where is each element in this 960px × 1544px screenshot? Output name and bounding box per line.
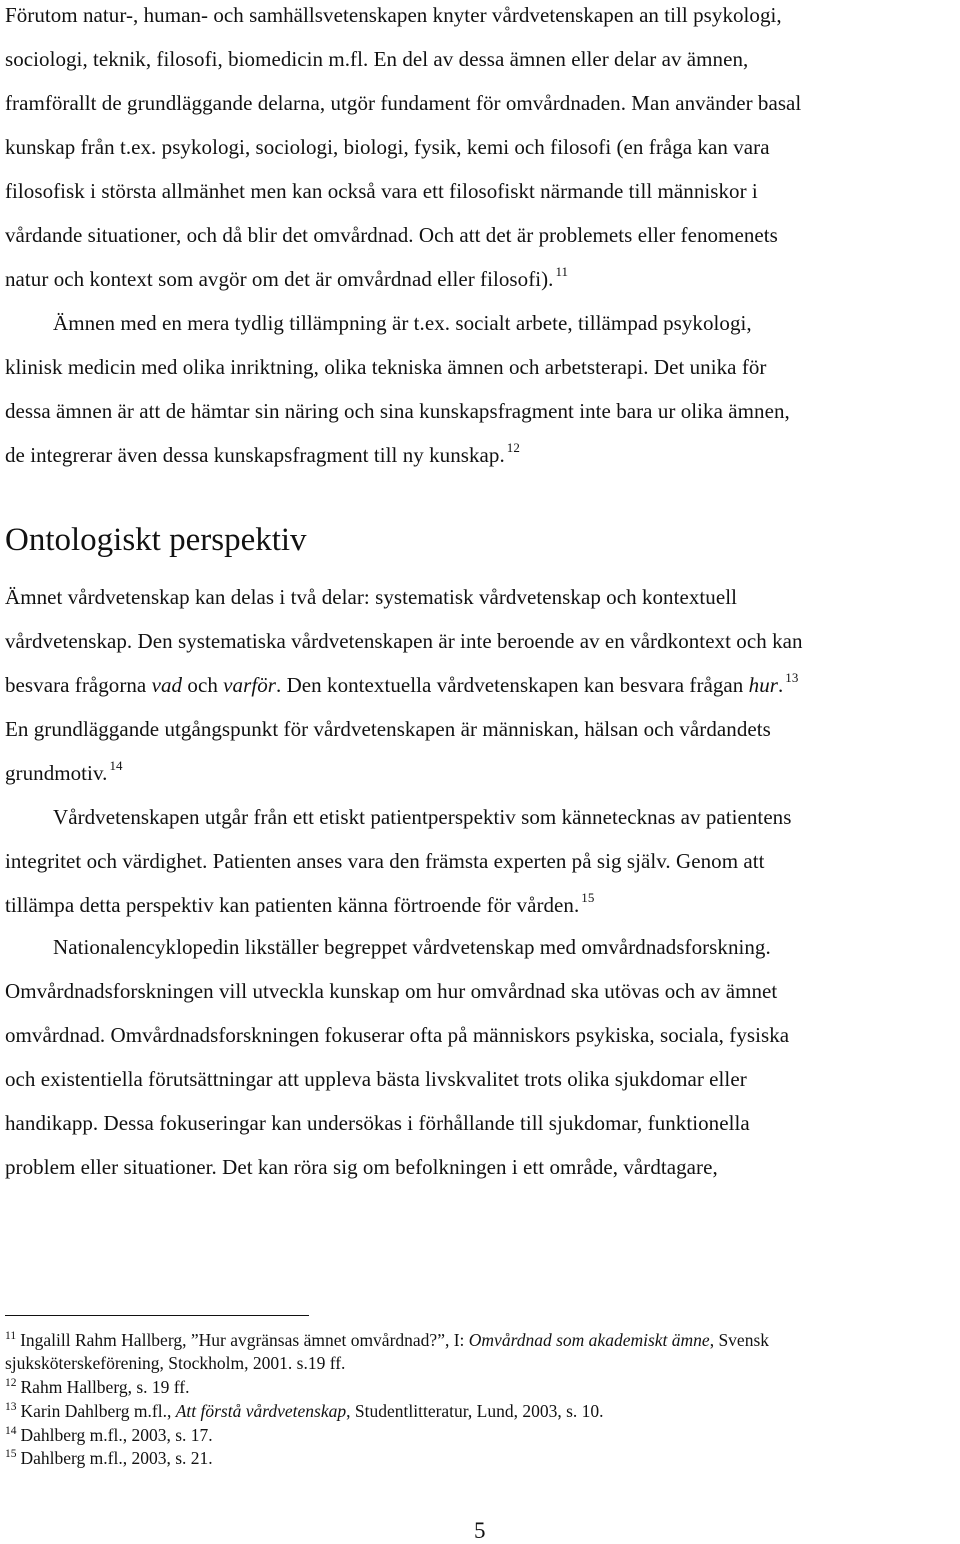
paragraph-1-line-2: sociologi, teknik, filosofi, biomedicin m.fl. En del av dessa ämnen eller delar av ämnen, <box>5 47 749 71</box>
paragraph-3-line-3-text-b: och <box>182 673 224 697</box>
paragraph-3-line-3-text-a: besvara frågorna <box>5 673 152 697</box>
paragraph-4-line-1: Vårdvetenskapen utgår från ett etiskt patientperspektiv som kännetecknas av patientens <box>53 805 792 829</box>
page-number: 5 <box>474 1518 486 1543</box>
paragraph-1-line-4: kunskap från t.ex. psykologi, sociologi, biologi, fysik, kemi och filosofi (en fråga kan vara <box>5 135 770 159</box>
footnote-11-text-a: Ingalill Rahm Hallberg, ”Hur avgränsas ämnet omvårdnad?”, I: <box>20 1330 469 1350</box>
paragraph-2-line-1: Ämnen med en mera tydlig tillämpning är t.ex. socialt arbete, tillämpad psykologi, <box>53 311 752 335</box>
paragraph-2-line-4 <box>5 442 520 471</box>
paragraph-1-line-5: filosofisk i största allmänhet men kan också vara ett filosofiskt närmande till människor i <box>5 179 758 203</box>
paragraph-1-line-6: vårdande situationer, och då blir det omvårdnad. Och att det är problemets eller fenomenets <box>5 223 778 247</box>
paragraph-3-line-3-text-d: . <box>777 673 784 697</box>
footnote-12-text: Rahm Hallberg, s. 19 ff. <box>20 1377 190 1397</box>
footnote-11-text-b: , Svensk <box>709 1330 770 1350</box>
footnote-14-number: 14 <box>5 1425 17 1437</box>
paragraph-3-line-5-text: grundmotiv. <box>5 761 108 785</box>
footnote-ref-13[interactable]: 13 <box>785 670 799 685</box>
paragraph-2-line-3: dessa ämnen är att de hämtar sin näring och sina kunskapsfragment inte bara ur olika ämnen, <box>5 399 790 423</box>
footnote-ref-15[interactable]: 15 <box>581 890 595 905</box>
paragraph-3-line-5 <box>5 760 123 789</box>
emphasis-hur: hur <box>748 673 778 697</box>
paragraph-3-line-3 <box>5 672 798 701</box>
footnote-ref-11[interactable]: 11 <box>555 264 569 279</box>
paragraph-3-line-3-text-c: . Den kontextuella vårdvetenskapen kan besvara frågan <box>275 673 749 697</box>
paragraph-4-line-2: integritet och värdighet. Patienten anses vara den främsta experten på sig själv. Genom att <box>5 849 765 873</box>
paragraph-1-line-3: framförallt de grundläggande delarna, utgör fundament för omvårdnaden. Man använder basal <box>5 91 802 115</box>
section-heading: Ontologiskt perspektiv <box>5 522 307 558</box>
footnote-13-text-a: Karin Dahlberg m.fl., <box>20 1401 176 1421</box>
footnote-11-line-2: sjuksköterskeförening, Stockholm, 2001. s.19 ff. <box>5 1353 346 1373</box>
paragraph-1-line-7-text: natur och kontext som avgör om det är omvårdnad eller filosofi). <box>5 267 554 291</box>
footnote-separator <box>5 1315 309 1316</box>
footnote-15-text: Dahlberg m.fl., 2003, s. 21. <box>20 1448 213 1468</box>
footnote-13-number: 13 <box>5 1401 17 1413</box>
footnote-11-title: Omvårdnad som akademiskt ämne <box>468 1330 710 1350</box>
paragraph-2-line-4-text: de integrerar även dessa kunskapsfragment till ny kunskap. <box>5 443 505 467</box>
paragraph-3-line-1: Ämnet vårdvetenskap kan delas i två delar: systematisk vårdvetenskap och kontextuell <box>5 585 737 609</box>
paragraph-5-line-4: och existentiella förutsättningar att uppleva bästa livskvalitet trots olika sjukdomar eller <box>5 1067 747 1091</box>
paragraph-5-line-6: problem eller situationer. Det kan röra sig om befolkningen i ett område, vårdtagare, <box>5 1155 718 1179</box>
footnote-15 <box>5 1447 213 1472</box>
footnote-11-number: 11 <box>5 1330 17 1342</box>
footnote-12 <box>5 1376 189 1401</box>
paragraph-5-line-2: Omvårdnadsforskningen vill utveckla kunskap om hur omvårdnad ska utövas och av ämnet <box>5 979 778 1003</box>
paragraph-5-line-5: handikapp. Dessa fokuseringar kan undersökas i förhållande till sjukdomar, funktionella <box>5 1111 750 1135</box>
paragraph-3-line-2: vårdvetenskap. Den systematiska vårdvetenskapen är inte beroende av en vårdkontext och kan <box>5 629 803 653</box>
footnote-15-number: 15 <box>5 1448 17 1460</box>
paragraph-3-line-4: En grundläggande utgångspunkt för vårdvetenskapen är människan, hälsan och vårdandets <box>5 717 771 741</box>
footnote-13-text-b: , Studentlitteratur, Lund, 2003, s. 10. <box>346 1401 604 1421</box>
footnote-13 <box>5 1400 604 1425</box>
paragraph-4-line-3 <box>5 892 594 921</box>
paragraph-4-line-3-text: tillämpa detta perspektiv kan patienten känna förtroende för vården. <box>5 893 580 917</box>
paragraph-1-line-1: Förutom natur-, human- och samhällsvetenskapen knyter vårdvetenskapen an till psykologi, <box>5 3 782 27</box>
emphasis-varfor: varför <box>223 673 276 697</box>
footnote-14-text: Dahlberg m.fl., 2003, s. 17. <box>20 1425 213 1445</box>
footnote-14 <box>5 1424 213 1449</box>
footnote-11 <box>5 1329 769 1354</box>
paragraph-5-line-3: omvårdnad. Omvårdnadsforskningen fokuserar ofta på människors psykiska, sociala, fysiska <box>5 1023 790 1047</box>
footnote-ref-14[interactable]: 14 <box>109 758 123 773</box>
paragraph-2-line-2: klinisk medicin med olika inriktning, olika tekniska ämnen och arbetsterapi. Det unika för <box>5 355 767 379</box>
emphasis-vad: vad <box>151 673 183 697</box>
paragraph-5-line-1: Nationalencyklopedin likställer begreppet vårdvetenskap med omvårdnadsforskning. <box>53 935 771 959</box>
footnote-13-title: Att förstå vårdvetenskap <box>175 1401 347 1421</box>
paragraph-1-line-7 <box>5 266 568 295</box>
footnote-ref-12[interactable]: 12 <box>506 440 520 455</box>
footnote-12-number: 12 <box>5 1377 17 1389</box>
